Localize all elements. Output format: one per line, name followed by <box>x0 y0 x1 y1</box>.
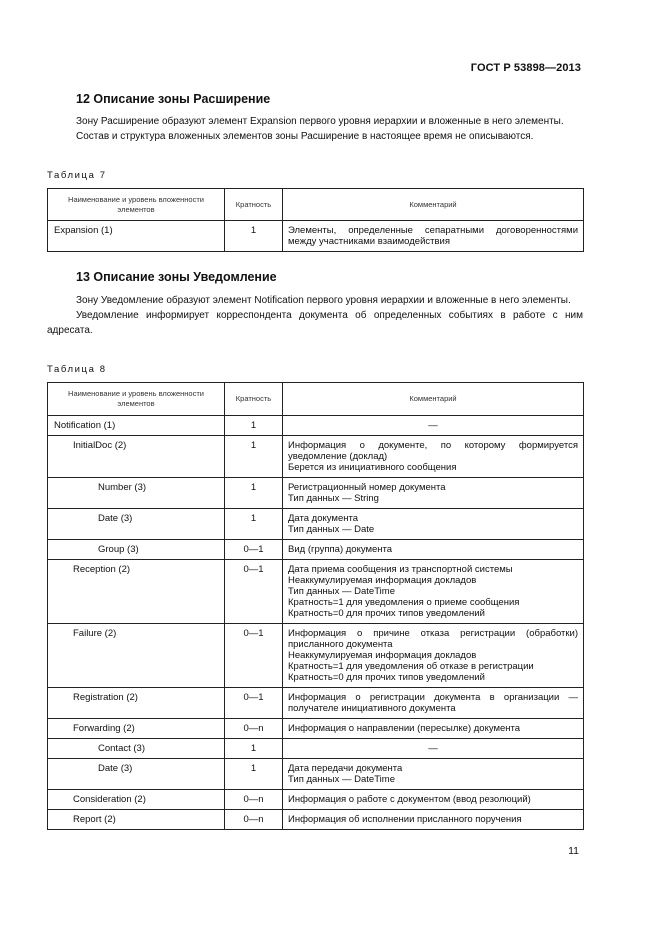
element-name-cell: Notification (1) <box>48 416 225 436</box>
multiplicity-cell: 0—n <box>225 719 283 739</box>
comment-cell: — <box>283 739 584 759</box>
element-name-cell: Contact (3) <box>48 739 225 759</box>
multiplicity-cell: 1 <box>225 478 283 509</box>
section-12-text <box>47 114 583 144</box>
element-name-cell: InitialDoc (2) <box>48 436 225 478</box>
element-name-cell: Forwarding (2) <box>48 719 225 739</box>
element-name-cell: Date (3) <box>48 759 225 790</box>
paragraph: Зону Расширение образуют элемент Expansion первого уровня иерархии и вложенные в него элементы. <box>76 116 564 127</box>
element-name-cell: Report (2) <box>48 810 225 830</box>
table-row <box>48 719 584 739</box>
multiplicity-cell: 0—n <box>225 790 283 810</box>
paragraph: Зону Уведомление образуют элемент Notification первого уровня иерархии и вложенные в него элементы. <box>76 295 571 306</box>
element-name-cell: Date (3) <box>48 509 225 540</box>
table-8-caption: Таблица 8 <box>47 364 107 375</box>
comment-cell: Регистрационный номер документа Тип данных — String <box>283 478 584 509</box>
table-row <box>48 509 584 540</box>
column-header-multiplicity: Кратность <box>225 189 283 221</box>
element-name-cell: Number (3) <box>48 478 225 509</box>
comment-cell: Дата передачи документа Тип данных — DateTime <box>283 759 584 790</box>
section-12-title: 12 Описание зоны Расширение <box>76 92 271 106</box>
table-row <box>48 624 584 688</box>
table-row <box>48 790 584 810</box>
element-name-cell: Consideration (2) <box>48 790 225 810</box>
column-header-name: Наименование и уровень вложенности элементов <box>48 383 225 416</box>
element-name-cell: Group (3) <box>48 540 225 560</box>
multiplicity-cell: 0—1 <box>225 688 283 719</box>
multiplicity-cell: 1 <box>225 436 283 478</box>
comment-cell: Дата документа Тип данных — Date <box>283 509 584 540</box>
multiplicity-cell: 1 <box>225 509 283 540</box>
section-13-text <box>47 293 583 338</box>
page-number: 11 <box>568 845 579 857</box>
comment-cell: Информация о причине отказа регистрации (обработки) присланного документа Неаккумулируемая информация докладов Кратность=1 для уведомления об отказе в регистрации Кратность=0 для прочих типов уведомлений <box>283 624 584 688</box>
comment-cell: — <box>283 416 584 436</box>
multiplicity-cell: 1 <box>225 739 283 759</box>
table-row <box>48 478 584 509</box>
comment-cell: Информация о направлении (пересылке) документа <box>283 719 584 739</box>
element-name-cell: Expansion (1) <box>48 221 225 252</box>
table-row <box>48 688 584 719</box>
column-header-comment: Комментарий <box>283 383 584 416</box>
column-header-name: Наименование и уровень вложенности элементов <box>48 189 225 221</box>
multiplicity-cell: 0—1 <box>225 560 283 624</box>
comment-cell: Вид (группа) документа <box>283 540 584 560</box>
section-13-title: 13 Описание зоны Уведомление <box>76 270 277 284</box>
comment-cell: Информация о регистрации документа в организации — получателе инициативного документа <box>283 688 584 719</box>
table-row <box>48 540 584 560</box>
column-header-multiplicity: Кратность <box>225 383 283 416</box>
table-row <box>48 416 584 436</box>
comment-cell: Элементы, определенные сепаратными договоренностями между участниками взаимодействия <box>283 221 584 252</box>
multiplicity-cell: 0—n <box>225 810 283 830</box>
multiplicity-cell: 1 <box>225 416 283 436</box>
table-row <box>48 436 584 478</box>
table-7 <box>47 188 584 252</box>
table-row <box>48 221 584 252</box>
multiplicity-cell: 1 <box>225 759 283 790</box>
paragraph: Состав и структура вложенных элементов зоны Расширение в настоящее время не описываются. <box>76 131 534 142</box>
comment-cell: Информация об исполнении присланного поручения <box>283 810 584 830</box>
element-name-cell: Failure (2) <box>48 624 225 688</box>
standard-code: ГОСТ Р 53898—2013 <box>470 62 581 74</box>
table-7-caption: Таблица 7 <box>47 170 107 181</box>
element-name-cell: Registration (2) <box>48 688 225 719</box>
multiplicity-cell: 0—1 <box>225 540 283 560</box>
table-row <box>48 739 584 759</box>
multiplicity-cell: 0—1 <box>225 624 283 688</box>
paragraph: Уведомление информирует корреспондента документа об определенных событиях в работе с ним адресата. <box>47 310 583 336</box>
comment-cell: Информация о документе, по которому формируется уведомление (доклад) Берется из инициативного сообщения <box>283 436 584 478</box>
column-header-comment: Комментарий <box>283 189 584 221</box>
table-8 <box>47 382 584 830</box>
table-row <box>48 759 584 790</box>
multiplicity-cell: 1 <box>225 221 283 252</box>
table-row <box>48 810 584 830</box>
comment-cell: Дата приема сообщения из транспортной системы Неаккумулируемая информация докладов Тип данных — DateTime Кратность=1 для уведомления о приеме сообщения Кратность=0 для прочих типов уведомлений <box>283 560 584 624</box>
element-name-cell: Reception (2) <box>48 560 225 624</box>
table-row <box>48 560 584 624</box>
comment-cell: Информация о работе с документом (ввод резолюций) <box>283 790 584 810</box>
